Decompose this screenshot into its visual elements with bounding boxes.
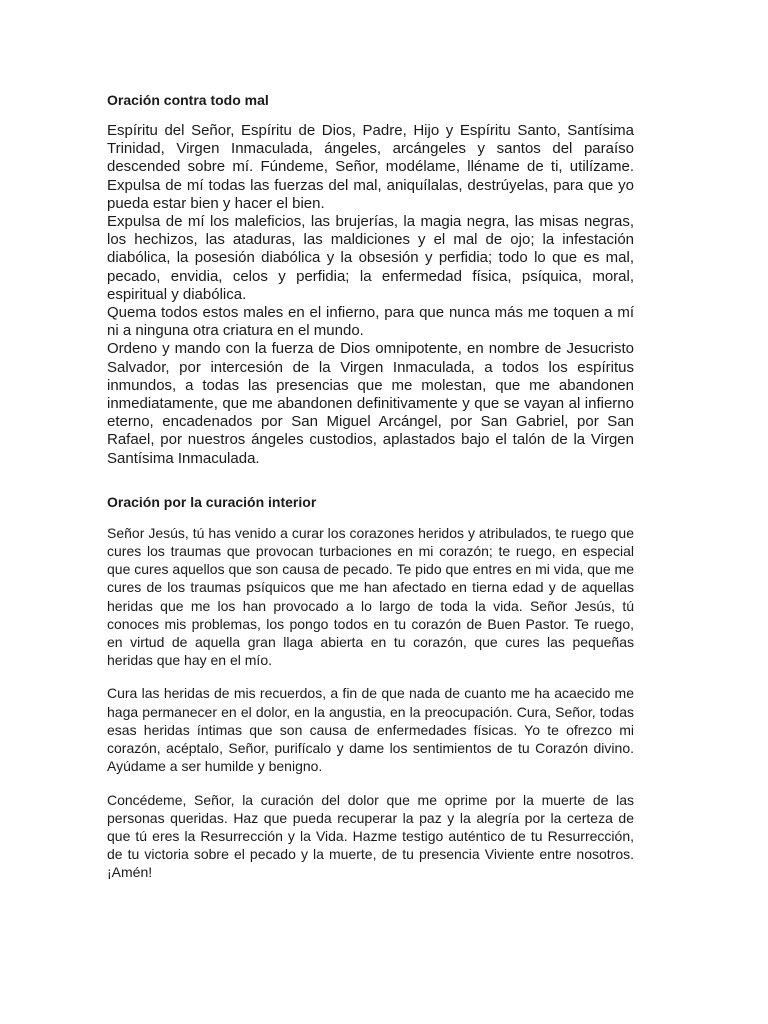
section-title-oracion-contra-todo-mal: Oración contra todo mal [107, 92, 269, 108]
document-page [107, 91, 634, 897]
paragraph: Cura las heridas de mis recuerdos, a fin de que nada de cuanto me ha acaecido me haga permanecer en el dolor, en la angustia, en la preocupación. Cura, Señor, todas esas heridas íntimas que son causa de enfermedades físicas. Yo te ofrezco mi corazón, acéptalo, Señor, purifícalo y dame los sentimientos de tu Corazón divino. Ayúdame a ser humilde y benigno. [107, 685, 634, 775]
paragraph: Quema todos estos males en el infierno, para que nunca más me toquen a mí ni a ninguna otra criatura en el mundo. [107, 304, 634, 340]
section-title-oracion-curacion-interior: Oración por la curación interior [107, 493, 317, 510]
paragraph: Espíritu del Señor, Espíritu de Dios, Padre, Hijo y Espíritu Santo, Santísima Trinidad, Virgen Inmaculada, ángeles, arcángeles y santos del paraíso descended sobre mí. Fúndeme, Señor, modélame, lléname de ti, utilízame. Expulsa de mí todas las fuerzas del mal, aniquílalas, destrúyelas, para que yo pueda estar bien y hacer el bien. [107, 122, 634, 212]
section-body-oracion-contra-todo-mal [107, 122, 634, 468]
section-body-oracion-curacion-interior [107, 524, 634, 882]
paragraph: Expulsa de mí los maleficios, las brujerías, la magia negra, las misas negras, los hechizos, las ataduras, las maldiciones y el mal de ojo; la infestación diabólica, la posesión diabólica y la obsesión y perfidia; todo lo que es mal, pecado, envidia, celos y perfidia; la enfermedad física, psíquica, moral, espiritual y diabólica. [107, 213, 634, 303]
paragraph: Concédeme, Señor, la curación del dolor que me oprime por la muerte de las personas queridas. Haz que pueda recuperar la paz y la alegría por la certeza de que tú eres la Resurrección y la Vida. Hazme testigo auténtico de tu Resurrección, de tu victoria sobre el pecado y la muerte, de tu presencia Viviente entre nosotros. ¡Amén! [107, 791, 634, 881]
paragraph: Ordeno y mando con la fuerza de Dios omnipotente, en nombre de Jesucristo Salvador, por intercesión de la Virgen Inmaculada, a todos los espíritus inmundos, a todas las presencias que me molestan, que me abandonen inmediatamente, que me abandonen definitivamente y que se vayan al infierno eterno, encadenados por San Miguel Arcángel, por San Gabriel, por San Rafael, por nuestros ángeles custodios, aplastados bajo el talón de la Virgen Santísima Inmaculada. [107, 340, 634, 467]
paragraph: Señor Jesús, tú has venido a curar los corazones heridos y atribulados, te ruego que cures los traumas que provocan turbaciones en mi corazón; te ruego, en especial que cures aquellos que son causa de pecado. Te pido que entres en mi vida, que me cures de los traumas psíquicos que me han afectado en tierna edad y de aquellas heridas que me los han provocado a lo largo de toda la vida. Señor Jesús, tú conoces mis problemas, los pongo todos en tu corazón de Buen Pastor. Te ruego, en virtud de aquella gran llaga abierta en tu corazón, que cures las pequeñas heridas que hay en el mío. [107, 524, 634, 669]
